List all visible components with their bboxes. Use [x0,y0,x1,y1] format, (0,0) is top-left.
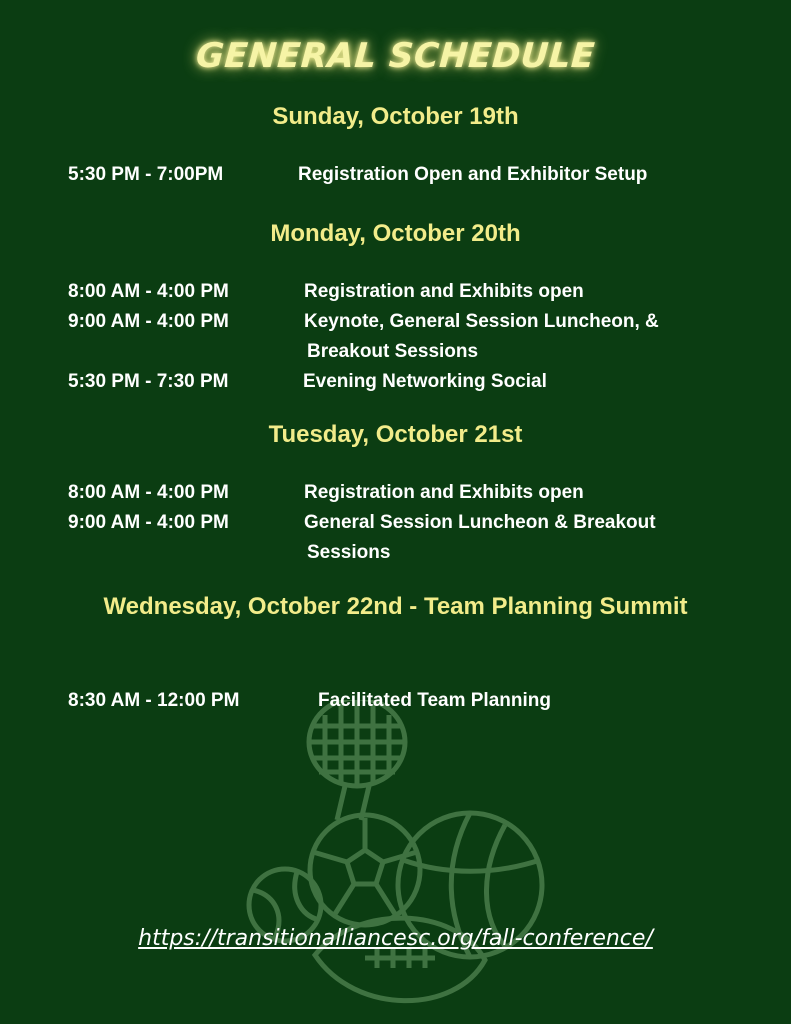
event-description: Registration and Exhibits open [304,281,584,302]
day-heading-monday: Monday, October 20th [270,220,521,247]
event-description-continued: Breakout Sessions [307,341,479,362]
conference-link[interactable]: https://transitionalliancesc.org/fall-conference/ [138,926,653,951]
racket-icon [309,700,405,820]
event-time: 5:30 PM - 7:00PM [68,164,224,185]
page-title: GENERAL SCHEDULE [194,36,597,76]
event-time: 8:00 AM - 4:00 PM [68,482,229,503]
event-description: Facilitated Team Planning [318,690,551,711]
day-heading-tuesday: Tuesday, October 21st [268,421,523,448]
event-description: Keynote, General Session Luncheon, & [304,311,659,332]
event-time: 8:30 AM - 12:00 PM [68,690,240,711]
event-description-continued: Sessions [307,542,391,563]
event-time: 8:00 AM - 4:00 PM [68,281,229,302]
day-heading-wednesday: Wednesday, October 22nd - Team Planning Summit [103,593,688,620]
event-description: General Session Luncheon & Breakout [304,512,656,533]
event-time: 9:00 AM - 4:00 PM [68,311,229,332]
event-description: Registration Open and Exhibitor Setup [298,164,648,185]
event-description: Registration and Exhibits open [304,482,584,503]
day-heading-sunday: Sunday, October 19th [272,103,519,130]
event-time: 9:00 AM - 4:00 PM [68,512,229,533]
event-time: 5:30 PM - 7:30 PM [68,371,229,392]
event-description: Evening Networking Social [303,371,547,392]
sports-equipment-icon [245,700,545,1020]
